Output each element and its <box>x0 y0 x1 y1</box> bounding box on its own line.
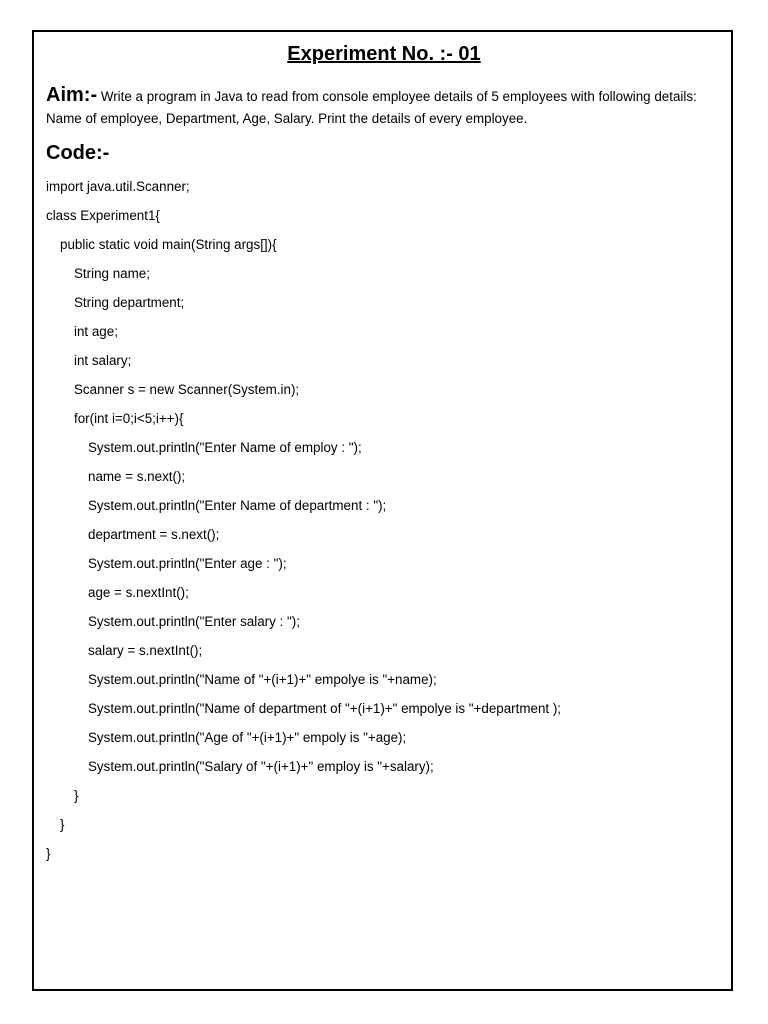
code-listing <box>46 178 561 874</box>
code-line: class Experiment1{ <box>46 208 160 223</box>
aim-label: Aim:- <box>46 84 98 106</box>
code-line: System.out.println("Age of "+(i+1)+" empoly is "+age); <box>88 730 407 745</box>
code-line: name = s.next(); <box>88 469 186 484</box>
code-line: System.out.println("Enter salary : "); <box>88 614 300 629</box>
code-line: int salary; <box>74 353 132 368</box>
code-line: department = s.next(); <box>88 527 220 542</box>
code-line: System.out.println("Salary of "+(i+1)+" employ is "+salary); <box>88 759 434 774</box>
code-line: } <box>46 846 51 861</box>
experiment-title: Experiment No. :- 01 <box>287 43 481 65</box>
code-line: int age; <box>74 324 118 339</box>
code-line: String name; <box>74 266 150 281</box>
code-line: } <box>74 788 79 803</box>
code-line: age = s.nextInt(); <box>88 585 189 600</box>
code-line: String department; <box>74 295 185 310</box>
code-line: for(int i=0;i<5;i++){ <box>74 411 184 426</box>
code-line: System.out.println("Enter Name of department : "); <box>88 498 387 513</box>
code-line: Scanner s = new Scanner(System.in); <box>74 382 300 397</box>
code-line: } <box>60 817 65 832</box>
code-heading: Code:- <box>46 142 110 164</box>
code-line: public static void main(String args[]){ <box>60 237 277 252</box>
code-line: System.out.println("Enter Name of employ : "); <box>88 440 362 455</box>
code-line: import java.util.Scanner; <box>46 179 190 194</box>
code-line: System.out.println("Name of department of "+(i+1)+" empolye is "+department ); <box>88 701 562 716</box>
code-line: System.out.println("Enter age : "); <box>88 556 287 571</box>
aim-text: Write a program in Java to read from console employee details of 5 employees with following details: Name of employee, Department, Age, Salary. Print the details of every employee. <box>46 89 697 126</box>
code-line: System.out.println("Name of "+(i+1)+" empolye is "+name); <box>88 672 437 687</box>
code-line: salary = s.nextInt(); <box>88 643 203 658</box>
aim-paragraph <box>46 84 706 130</box>
